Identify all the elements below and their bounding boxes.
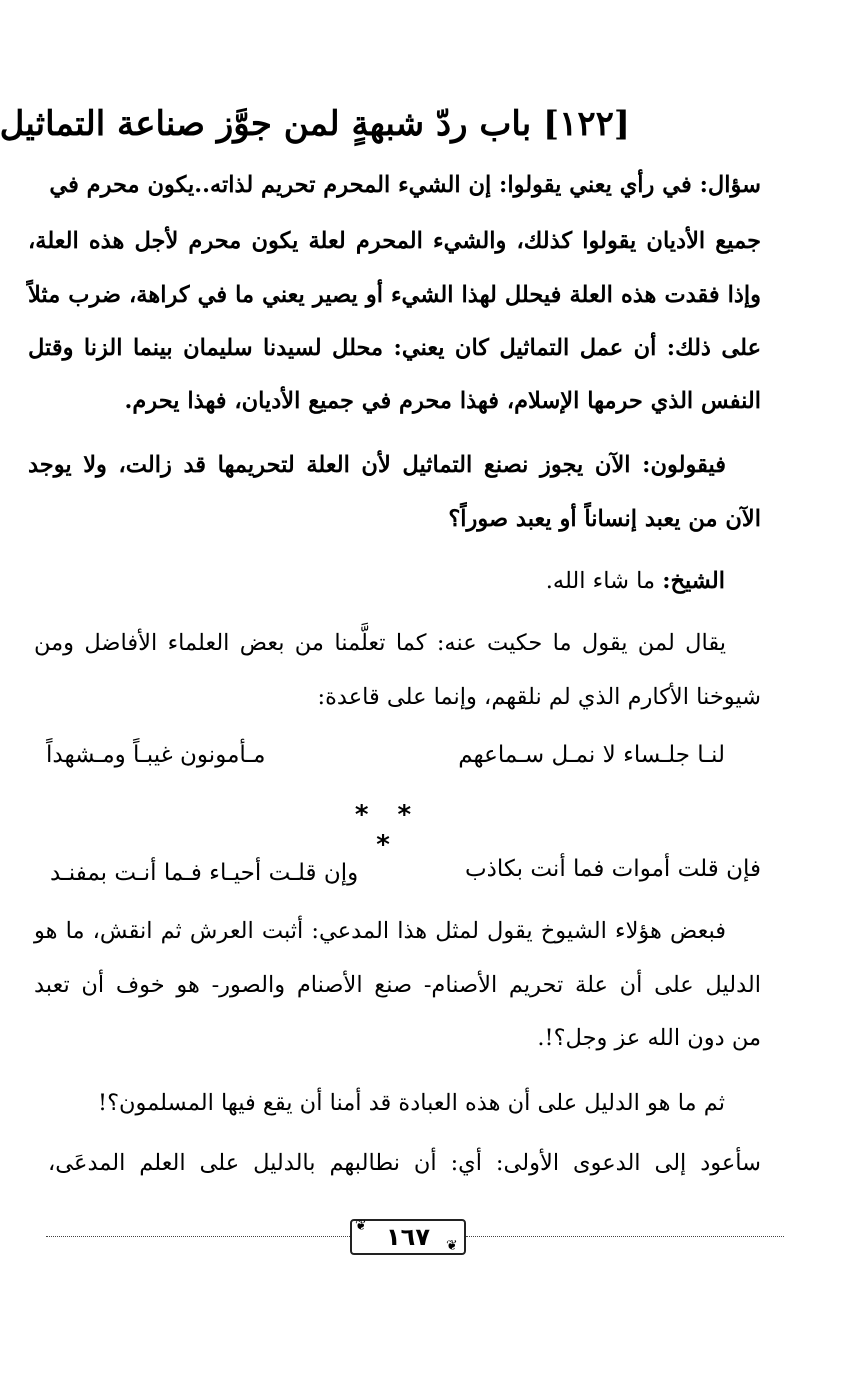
verse1-first-hemistich: لنـا جلـساء لا نمـل سـماعهم [458, 742, 725, 768]
paragraph1-line-4: على ذلك: أن عمل التماثيل كان يعني: محلل لسيدنا سليمان بينما الزنا وقتل [28, 335, 761, 361]
question-speaker: سؤال: [699, 172, 761, 198]
paragraph1-line-3: وإذا فقدت هذه العلة فيحلل لهذا الشيء أو يصير يعني ما في كراهة، ضرب مثلاً [28, 282, 761, 308]
sheikh-speaker: الشيخ: [662, 568, 725, 594]
paragraph4-line-3: من دون الله عز وجل؟!. [537, 1025, 761, 1051]
verse2-second-hemistich: وإن قلـت أحيـاء فـما أنـت بمفنـد [50, 860, 359, 886]
sheikh-text: ما شاء الله. [545, 568, 656, 594]
verse2-first-hemistich: فإن قلت أموات فما أنت بكاذب [465, 856, 761, 882]
ornament-top-left-icon: ❦ [355, 1218, 367, 1234]
paragraph1-line-1-text: في رأي يعني يقولوا: إن الشيء المحرم تحريم لذاته..يكون محرم في [49, 172, 692, 198]
paragraph1-line-1 [49, 172, 761, 199]
paragraph4-line-1: فبعض هؤلاء الشيوخ يقول لمثل هذا المدعي: أثبت العرش ثم انقش، ما هو [34, 918, 726, 944]
paragraph2-line-1: فيقولون: الآن يجوز نصنع التماثيل لأن العلة لتحريمها قد زالت، ولا يوجد [28, 452, 726, 478]
paragraph2-line-2: الآن من يعبد إنساناً أو يعبد صوراً؟ [448, 506, 761, 532]
footer-rule-right [466, 1236, 784, 1237]
verse1-second-hemistich: مـأمونون غيبـاً ومـشهداً [46, 742, 266, 768]
section-separator: * * * [354, 800, 422, 860]
paragraph3-line-1: يقال لمن يقول ما حكيت عنه: كما تعلَّمنا من بعض العلماء الأفاضل ومن [34, 630, 726, 656]
paragraph4-line-2: الدليل على أن علة تحريم الأصنام- صنع الأصنام والصور- هو خوف أن تعبد [34, 972, 761, 998]
paragraph1-line-5: النفس الذي حرمها الإسلام، فهذا محرم في جميع الأديان، فهذا يحرم. [124, 388, 761, 414]
footer-rule-left [46, 1236, 350, 1237]
sheikh-line [546, 568, 725, 595]
page-number: ١٦٧ [350, 1219, 466, 1255]
paragraph3-line-2: شيوخنا الأكارم الذي لم نلقهم، وإنما على قاعدة: [317, 684, 761, 710]
paragraph6-line-1: سأعود إلى الدعوى الأولى: أي: أن نطالبهم بالدليل على العلم المدعَى، [48, 1150, 761, 1176]
paragraph1-line-2: جميع الأديان يقولوا كذلك، والشيء المحرم لعلة يكون محرم لأجل هذه العلة، [28, 228, 761, 254]
ornament-bottom-right-icon: ❦ [446, 1238, 458, 1254]
page-title: [١٢٢] باب ردّ شبهةٍ لمن جوَّز صناعة التماثيل [0, 104, 630, 144]
paragraph5-line-1: ثم ما هو الدليل على أن هذه العبادة قد أمنا أن يقع فيها المسلمون؟! [98, 1090, 725, 1116]
